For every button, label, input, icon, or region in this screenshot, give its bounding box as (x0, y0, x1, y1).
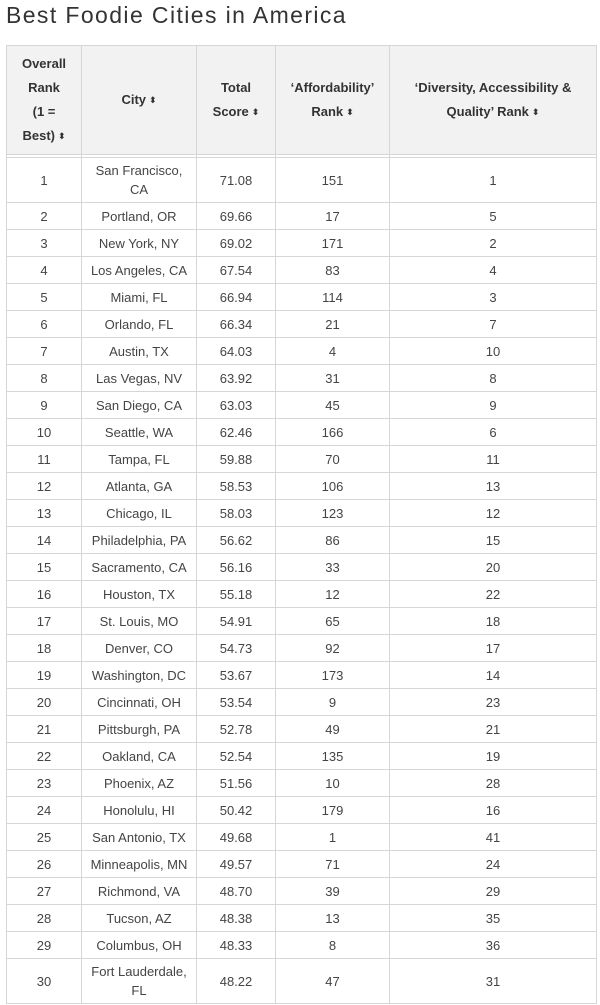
cell-affordability-rank: 166 (276, 419, 390, 446)
table-row (7, 284, 597, 311)
cell-diversity-rank: 28 (390, 770, 597, 797)
cell-city: Tampa, FL (82, 446, 197, 473)
cell-rank: 17 (7, 608, 82, 635)
cell-affordability-rank: 151 (276, 158, 390, 203)
cell-city: Richmond, VA (82, 878, 197, 905)
cell-total-score: 49.68 (197, 824, 276, 851)
cell-affordability-rank: 49 (276, 716, 390, 743)
cell-diversity-rank: 7 (390, 311, 597, 338)
cell-city: Orlando, FL (82, 311, 197, 338)
table-row (7, 365, 597, 392)
column-header-city[interactable] (82, 46, 197, 155)
column-header-label: City (121, 92, 146, 107)
cell-city: New York, NY (82, 230, 197, 257)
column-header-label: Score (212, 104, 249, 119)
cell-diversity-rank: 35 (390, 905, 597, 932)
table-row (7, 635, 597, 662)
cell-total-score: 62.46 (197, 419, 276, 446)
cell-rank: 21 (7, 716, 82, 743)
cell-diversity-rank: 23 (390, 689, 597, 716)
cell-city: Columbus, OH (82, 932, 197, 959)
cell-diversity-rank: 20 (390, 554, 597, 581)
cell-city: Portland, OR (82, 203, 197, 230)
table-row (7, 338, 597, 365)
table-row (7, 797, 597, 824)
cell-rank: 20 (7, 689, 82, 716)
cell-rank: 25 (7, 824, 82, 851)
cell-diversity-rank: 15 (390, 527, 597, 554)
cell-rank: 9 (7, 392, 82, 419)
cell-affordability-rank: 33 (276, 554, 390, 581)
cell-affordability-rank: 171 (276, 230, 390, 257)
cell-affordability-rank: 65 (276, 608, 390, 635)
cell-rank: 1 (7, 158, 82, 203)
cell-rank: 28 (7, 905, 82, 932)
cell-affordability-rank: 114 (276, 284, 390, 311)
cell-total-score: 53.67 (197, 662, 276, 689)
cell-total-score: 58.53 (197, 473, 276, 500)
cell-total-score: 69.02 (197, 230, 276, 257)
cell-diversity-rank: 22 (390, 581, 597, 608)
table-row (7, 392, 597, 419)
cell-rank: 23 (7, 770, 82, 797)
cell-diversity-rank: 6 (390, 419, 597, 446)
table-row (7, 824, 597, 851)
cell-city: Fort Lauderdale, FL (82, 959, 197, 1004)
table-row (7, 743, 597, 770)
table-row (7, 959, 597, 1004)
cell-affordability-rank: 13 (276, 905, 390, 932)
cell-affordability-rank: 106 (276, 473, 390, 500)
cell-diversity-rank: 1 (390, 158, 597, 203)
cell-diversity-rank: 4 (390, 257, 597, 284)
cell-rank: 14 (7, 527, 82, 554)
cell-total-score: 66.94 (197, 284, 276, 311)
sort-icon[interactable]: ⬍ (531, 107, 540, 117)
cell-rank: 12 (7, 473, 82, 500)
cell-rank: 2 (7, 203, 82, 230)
cell-diversity-rank: 5 (390, 203, 597, 230)
cell-affordability-rank: 4 (276, 338, 390, 365)
table-row (7, 446, 597, 473)
cell-total-score: 71.08 (197, 158, 276, 203)
cell-total-score: 59.88 (197, 446, 276, 473)
cell-affordability-rank: 12 (276, 581, 390, 608)
cell-affordability-rank: 123 (276, 500, 390, 527)
cell-total-score: 52.78 (197, 716, 276, 743)
column-header-total-score[interactable] (197, 46, 276, 155)
cell-rank: 27 (7, 878, 82, 905)
table-row (7, 608, 597, 635)
table-row (7, 473, 597, 500)
cell-city: Las Vegas, NV (82, 365, 197, 392)
cell-total-score: 50.42 (197, 797, 276, 824)
table-row (7, 662, 597, 689)
table-row (7, 419, 597, 446)
cell-rank: 8 (7, 365, 82, 392)
cell-diversity-rank: 9 (390, 392, 597, 419)
cell-rank: 3 (7, 230, 82, 257)
table-row (7, 311, 597, 338)
cell-affordability-rank: 1 (276, 824, 390, 851)
cell-rank: 10 (7, 419, 82, 446)
cell-total-score: 54.73 (197, 635, 276, 662)
column-header-label: Best) (22, 128, 55, 143)
cell-city: San Antonio, TX (82, 824, 197, 851)
cell-rank: 19 (7, 662, 82, 689)
cell-affordability-rank: 86 (276, 527, 390, 554)
cell-total-score: 66.34 (197, 311, 276, 338)
cell-city: Phoenix, AZ (82, 770, 197, 797)
cell-diversity-rank: 12 (390, 500, 597, 527)
column-header-label: (1 = (32, 104, 56, 119)
cell-city: Atlanta, GA (82, 473, 197, 500)
table-row (7, 905, 597, 932)
sort-icon[interactable]: ⬍ (57, 131, 66, 141)
cell-diversity-rank: 41 (390, 824, 597, 851)
cell-diversity-rank: 8 (390, 365, 597, 392)
cell-diversity-rank: 11 (390, 446, 597, 473)
cell-total-score: 48.33 (197, 932, 276, 959)
cell-diversity-rank: 2 (390, 230, 597, 257)
table-row (7, 527, 597, 554)
cell-affordability-rank: 179 (276, 797, 390, 824)
table-row (7, 716, 597, 743)
cell-city: Tucson, AZ (82, 905, 197, 932)
cell-city: Denver, CO (82, 635, 197, 662)
cell-rank: 4 (7, 257, 82, 284)
cell-affordability-rank: 47 (276, 959, 390, 1004)
column-header-overall-rank[interactable] (7, 46, 82, 155)
cell-rank: 7 (7, 338, 82, 365)
cell-city: San Francisco, CA (82, 158, 197, 203)
table-row (7, 257, 597, 284)
cell-rank: 30 (7, 959, 82, 1004)
cell-total-score: 56.16 (197, 554, 276, 581)
column-header-label: Overall (21, 56, 67, 71)
sort-icon[interactable]: ⬍ (346, 107, 354, 117)
cell-rank: 11 (7, 446, 82, 473)
column-header-label: ‘Diversity, Accessibility & (414, 80, 572, 95)
cell-city: Sacramento, CA (82, 554, 197, 581)
cell-diversity-rank: 19 (390, 743, 597, 770)
cell-rank: 22 (7, 743, 82, 770)
cell-diversity-rank: 31 (390, 959, 597, 1004)
table-row (7, 851, 597, 878)
cell-affordability-rank: 173 (276, 662, 390, 689)
sort-icon[interactable]: ⬍ (251, 107, 260, 117)
cell-city: St. Louis, MO (82, 608, 197, 635)
cell-affordability-rank: 21 (276, 311, 390, 338)
cell-rank: 24 (7, 797, 82, 824)
cell-rank: 29 (7, 932, 82, 959)
table-row (7, 581, 597, 608)
cell-city: Austin, TX (82, 338, 197, 365)
cell-city: Oakland, CA (82, 743, 197, 770)
cell-city: San Diego, CA (82, 392, 197, 419)
page-title: Best Foodie Cities in America (6, 2, 348, 28)
column-header-diversity-rank[interactable] (390, 46, 597, 155)
cell-total-score: 53.54 (197, 689, 276, 716)
cell-affordability-rank: 17 (276, 203, 390, 230)
cell-diversity-rank: 17 (390, 635, 597, 662)
cell-rank: 13 (7, 500, 82, 527)
table-row (7, 500, 597, 527)
column-header-label: ‘Affordability’ (290, 80, 375, 95)
cell-city: Philadelphia, PA (82, 527, 197, 554)
cell-diversity-rank: 16 (390, 797, 597, 824)
cell-affordability-rank: 9 (276, 689, 390, 716)
table-row (7, 554, 597, 581)
cell-city: Miami, FL (82, 284, 197, 311)
cell-affordability-rank: 10 (276, 770, 390, 797)
cell-affordability-rank: 83 (276, 257, 390, 284)
cell-affordability-rank: 70 (276, 446, 390, 473)
cell-diversity-rank: 21 (390, 716, 597, 743)
foodie-cities-table (6, 45, 597, 1004)
cell-total-score: 56.62 (197, 527, 276, 554)
cell-affordability-rank: 31 (276, 365, 390, 392)
cell-total-score: 48.22 (197, 959, 276, 1004)
cell-affordability-rank: 39 (276, 878, 390, 905)
cell-city: Cincinnati, OH (82, 689, 197, 716)
table-row (7, 230, 597, 257)
cell-diversity-rank: 10 (390, 338, 597, 365)
cell-rank: 5 (7, 284, 82, 311)
table-row (7, 203, 597, 230)
cell-total-score: 54.91 (197, 608, 276, 635)
cell-total-score: 48.38 (197, 905, 276, 932)
cell-rank: 18 (7, 635, 82, 662)
cell-city: Chicago, IL (82, 500, 197, 527)
column-header-affordability-rank[interactable] (276, 46, 390, 155)
cell-total-score: 48.70 (197, 878, 276, 905)
cell-affordability-rank: 8 (276, 932, 390, 959)
column-header-label: Total (220, 80, 252, 95)
cell-total-score: 52.54 (197, 743, 276, 770)
cell-total-score: 51.56 (197, 770, 276, 797)
table-header-row (7, 46, 597, 155)
cell-diversity-rank: 13 (390, 473, 597, 500)
cell-rank: 6 (7, 311, 82, 338)
cell-affordability-rank: 71 (276, 851, 390, 878)
cell-total-score: 58.03 (197, 500, 276, 527)
column-header-label: Rank (311, 104, 344, 119)
column-header-label: Rank (28, 80, 60, 95)
cell-diversity-rank: 24 (390, 851, 597, 878)
cell-total-score: 49.57 (197, 851, 276, 878)
cell-city: Minneapolis, MN (82, 851, 197, 878)
cell-city: Washington, DC (82, 662, 197, 689)
cell-city: Honolulu, HI (82, 797, 197, 824)
cell-diversity-rank: 29 (390, 878, 597, 905)
table-row (7, 689, 597, 716)
cell-city: Houston, TX (82, 581, 197, 608)
table-row (7, 770, 597, 797)
cell-total-score: 63.03 (197, 392, 276, 419)
cell-city: Pittsburgh, PA (82, 716, 197, 743)
table-row (7, 878, 597, 905)
cell-affordability-rank: 135 (276, 743, 390, 770)
cell-rank: 26 (7, 851, 82, 878)
cell-diversity-rank: 14 (390, 662, 597, 689)
cell-city: Seattle, WA (82, 419, 197, 446)
cell-total-score: 64.03 (197, 338, 276, 365)
cell-total-score: 63.92 (197, 365, 276, 392)
sort-icon[interactable]: ⬍ (149, 95, 157, 105)
cell-rank: 16 (7, 581, 82, 608)
cell-total-score: 67.54 (197, 257, 276, 284)
cell-diversity-rank: 18 (390, 608, 597, 635)
cell-affordability-rank: 92 (276, 635, 390, 662)
cell-diversity-rank: 36 (390, 932, 597, 959)
column-header-label: Quality’ Rank (446, 104, 529, 119)
table-row (7, 932, 597, 959)
table-row (7, 158, 597, 203)
cell-total-score: 69.66 (197, 203, 276, 230)
cell-diversity-rank: 3 (390, 284, 597, 311)
cell-affordability-rank: 45 (276, 392, 390, 419)
table-body (7, 155, 597, 1004)
cell-city: Los Angeles, CA (82, 257, 197, 284)
cell-total-score: 55.18 (197, 581, 276, 608)
cell-rank: 15 (7, 554, 82, 581)
